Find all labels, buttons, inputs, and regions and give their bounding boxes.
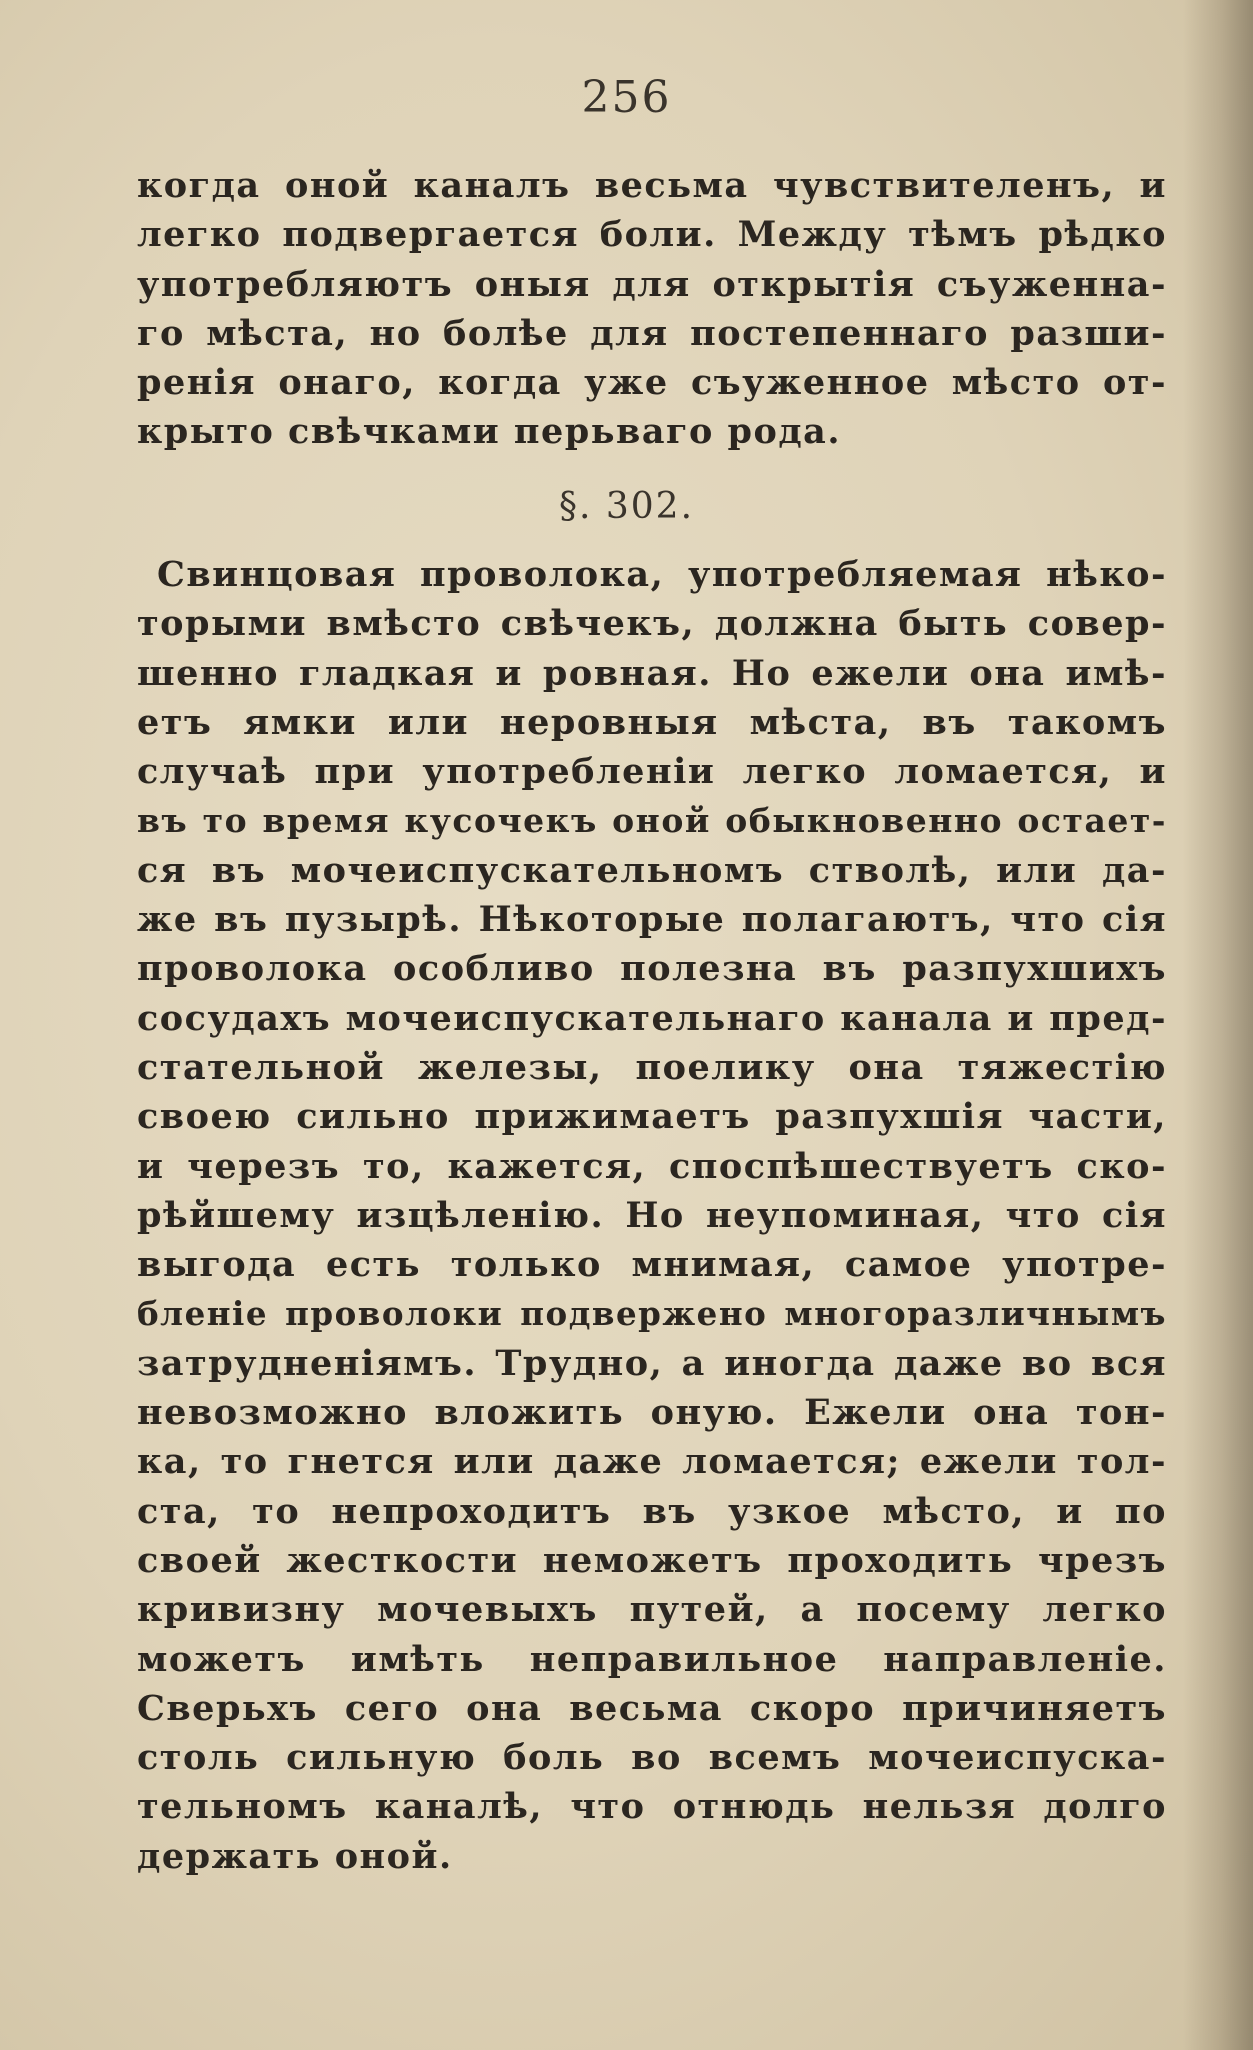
text-line: и черезъ то, кажется, споспѣшествуетъ ско-	[137, 1145, 1167, 1187]
text-line: го мѣста, но болѣе для постепеннаго разши-	[137, 312, 1167, 354]
text-line: кривизну мочевыхъ путей, а посему легко	[137, 1589, 1167, 1631]
text-line: проволока особливо полезна въ разпухшихъ	[137, 948, 1167, 990]
page-gutter-shadow	[1183, 0, 1253, 2050]
text-line: крыто свѣчками перьваго рода.	[137, 411, 842, 453]
text-line: же въ пузырѣ. Нѣкоторые полагаютъ, что сія	[137, 899, 1167, 941]
text-line: стательной железы, поелику она тяжестію	[137, 1046, 1167, 1088]
text-line: случаѣ при употребленіи легко ломается, и	[137, 751, 1167, 793]
text-line: употребляютъ оныя для открытія съуженна-	[137, 263, 1167, 305]
text-line: можетъ имѣть неправильное направленіе.	[137, 1638, 1167, 1680]
text-line: Свинцовая проволока, употребляемая нѣко-	[157, 554, 1167, 595]
text-line: ка, то гнется или даже ломается; ежели тол-	[137, 1441, 1167, 1483]
section-paragraph	[137, 550, 1167, 1881]
text-line: легко подвергается боли. Между тѣмъ рѣдко	[137, 214, 1167, 256]
text-line: столь сильную боль во всемъ мочеиспуска-	[137, 1737, 1167, 1779]
text-line: держать оной.	[137, 1835, 453, 1877]
continued-paragraph	[137, 161, 1167, 457]
section-heading: §. 302.	[558, 486, 695, 527]
text-line: ренія онаго, когда уже съуженное мѣсто от-	[137, 362, 1167, 404]
text-line: Сверьхъ сего она весьма скоро причиняетъ	[137, 1687, 1167, 1729]
text-line: своей жесткости неможетъ проходить чрезъ	[137, 1539, 1167, 1581]
text-line: ся въ мочеиспускательномъ стволѣ, или да-	[137, 849, 1167, 891]
text-line: своею сильно прижимаетъ разпухшія части,	[137, 1096, 1167, 1138]
text-line: тельномъ каналѣ, что отнюдь нельзя долго	[137, 1786, 1167, 1828]
page-number: 256	[581, 72, 672, 123]
text-line: въ то время кусочекъ оной обыкновенно остает-	[137, 801, 1167, 841]
text-line: етъ ямки или неровныя мѣста, въ такомъ	[137, 701, 1167, 743]
text-line: ста, то непроходитъ въ узкое мѣсто, и по	[137, 1490, 1167, 1532]
text-line: когда оной каналъ весьма чувствителенъ, и	[137, 165, 1167, 206]
text-line: рѣйшему изцѣленію. Но неупоминая, что сія	[137, 1194, 1167, 1236]
text-line: бленіе проволоки подвержено многоразличнымъ	[137, 1294, 1167, 1334]
text-line: затрудненіямъ. Трудно, а иногда даже во вся	[137, 1342, 1167, 1384]
text-line: торыми вмѣсто свѣчекъ, должна быть совер-	[137, 603, 1167, 645]
text-line: невозможно вложить оную. Ежели она тон-	[137, 1392, 1167, 1434]
text-line: сосудахъ мочеиспускательнаго канала и пред-	[137, 997, 1167, 1039]
text-line: шенно гладкая и ровная. Но ежели она имѣ-	[137, 652, 1167, 694]
text-line: выгода есть только мнимая, самое употре-	[137, 1244, 1167, 1286]
